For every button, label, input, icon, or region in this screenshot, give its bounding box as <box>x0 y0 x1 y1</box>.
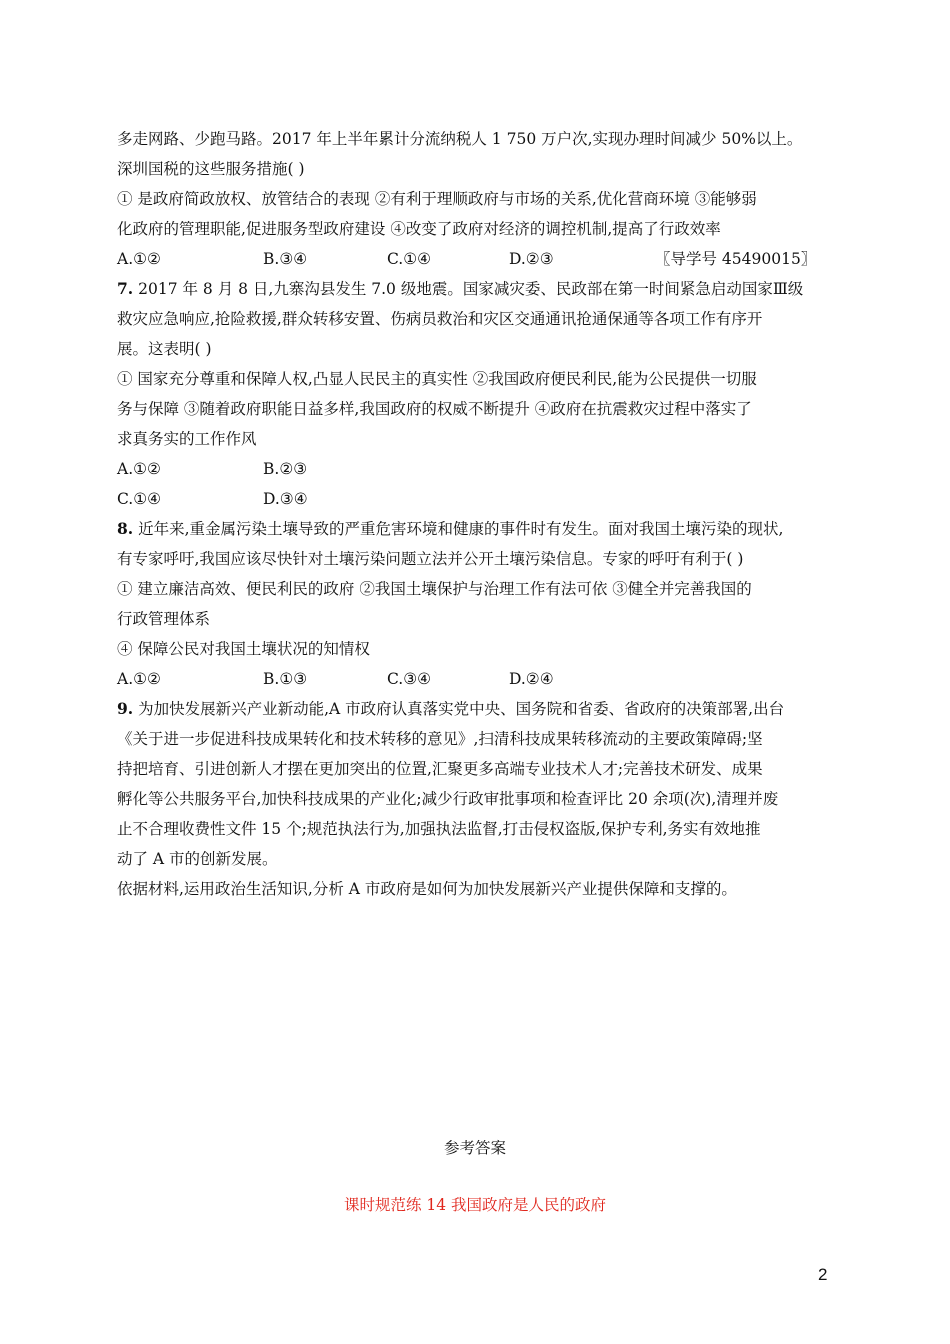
q8-line-4: 行政管理体系 <box>117 610 211 628</box>
answer-heading: 参考答案 <box>443 1139 506 1157</box>
q9-stem-start: 为加快发展新兴产业新动能,A 市政府认真落实党中央、国务院和省委、省政府的决策部署,出台 <box>133 700 785 718</box>
q9-line-2: 《关于进一步促进科技成果转化和技术转移的意见》,扫清科技成果转移流动的主要政策障碍;坚 <box>117 730 763 748</box>
q6-line-1: 多走网路、少跑马路。2017 年上半年累计分流纳税人 1 750 万户次,实现办理时间减少 50%以上。 <box>117 130 803 148</box>
q7-option-b: B.②③ <box>263 460 308 478</box>
q8-number: 8. <box>117 519 134 538</box>
q6-line-4: 化政府的管理职能,促进服务型政府建设 ④改变了政府对经济的调控机制,提高了行政效率 <box>117 220 721 238</box>
q9-number: 9. <box>117 699 134 718</box>
q8-stem-start: 近年来,重金属污染土壤导致的严重危害环境和健康的事件时有发生。面对我国土壤污染的现状, <box>133 520 784 538</box>
question-content <box>117 124 833 904</box>
q8-option-b: B.①③ <box>263 670 308 688</box>
q6-options <box>117 244 833 274</box>
q6-line-2: 深圳国税的这些服务措施( ) <box>117 160 305 178</box>
q6-option-b: B.③④ <box>263 250 308 268</box>
q6-option-a: A.①② <box>117 250 161 268</box>
q7-option-d: D.③④ <box>263 490 308 508</box>
q7-number: 7. <box>117 279 134 298</box>
q7-option-a: A.①② <box>117 460 161 478</box>
q7-stem-start: 2017 年 8 月 8 日,九寨沟县发生 7.0 级地震。国家减灾委、民政部在第一时间紧急启动国家Ⅲ级 <box>133 280 804 298</box>
q8-option-a: A.①② <box>117 670 161 688</box>
q7-options-row-1 <box>117 454 833 484</box>
q6-line-3: ① 是政府简政放权、放管结合的表现 ②有利于理顺政府与市场的关系,优化营商环境 ③能够弱 <box>117 190 757 208</box>
guide-number: 〖导学号 45490015〗 <box>655 250 817 268</box>
q6-option-d: D.②③ <box>509 250 554 268</box>
answer-section-title: 课时规范练 14 我国政府是人民的政府 <box>343 1196 607 1214</box>
q8-line-3: ① 建立廉洁高效、便民利民的政府 ②我国土壤保护与治理工作有法可依 ③健全并完善我国的 <box>117 580 752 598</box>
q8-line-1 <box>117 514 833 544</box>
q9-line-6: 动了 A 市的创新发展。 <box>117 850 278 868</box>
q6-option-c: C.①④ <box>387 250 432 268</box>
q7-line-5: 务与保障 ③随着政府职能日益多样,我国政府的权威不断提升 ④政府在抗震救灾过程中落实了 <box>117 400 752 418</box>
q9-line-5: 止不合理收费性文件 15 个;规范执法行为,加强执法监督,打击侵权盗版,保护专利,务实有效地推 <box>117 820 761 838</box>
q9-line-4: 孵化等公共服务平台,加快科技成果的产业化;减少行政审批事项和检查评比 20 余项(次),清理并废 <box>117 790 779 808</box>
q8-line-2: 有专家呼吁,我国应该尽快针对土壤污染问题立法并公开土壤污染信息。专家的呼吁有利于( ) <box>117 550 744 568</box>
q7-line-6: 求真务实的工作作风 <box>117 430 257 448</box>
q8-options <box>117 664 833 694</box>
question-9 <box>117 694 833 904</box>
q8-option-c: C.③④ <box>387 670 432 688</box>
question-7 <box>117 274 833 514</box>
q7-line-1 <box>117 274 833 304</box>
page-number: 2 <box>818 1265 828 1284</box>
q6-continuation <box>117 124 833 274</box>
q9-prompt: 依据材料,运用政治生活知识,分析 A 市政府是如何为加快发展新兴产业提供保障和支撑的。 <box>117 880 737 898</box>
q9-line-3: 持把培育、引进创新人才摆在更加突出的位置,汇聚更多高端专业技术人才;完善技术研发、成果 <box>117 760 763 778</box>
q7-line-3: 展。这表明( ) <box>117 340 212 358</box>
q7-option-c: C.①④ <box>117 490 162 508</box>
q9-line-1 <box>117 694 833 724</box>
question-8 <box>117 514 833 694</box>
q8-line-5: ④ 保障公民对我国土壤状况的知情权 <box>117 640 370 658</box>
q7-line-4: ① 国家充分尊重和保障人权,凸显人民民主的真实性 ②我国政府便民利民,能为公民提供一切服 <box>117 370 757 388</box>
q7-options-row-2 <box>117 484 833 514</box>
q7-line-2: 救灾应急响应,抢险救援,群众转移安置、伤病员救治和灾区交通通讯抢通保通等各项工作有序开 <box>117 310 763 328</box>
q8-option-d: D.②④ <box>509 670 554 688</box>
